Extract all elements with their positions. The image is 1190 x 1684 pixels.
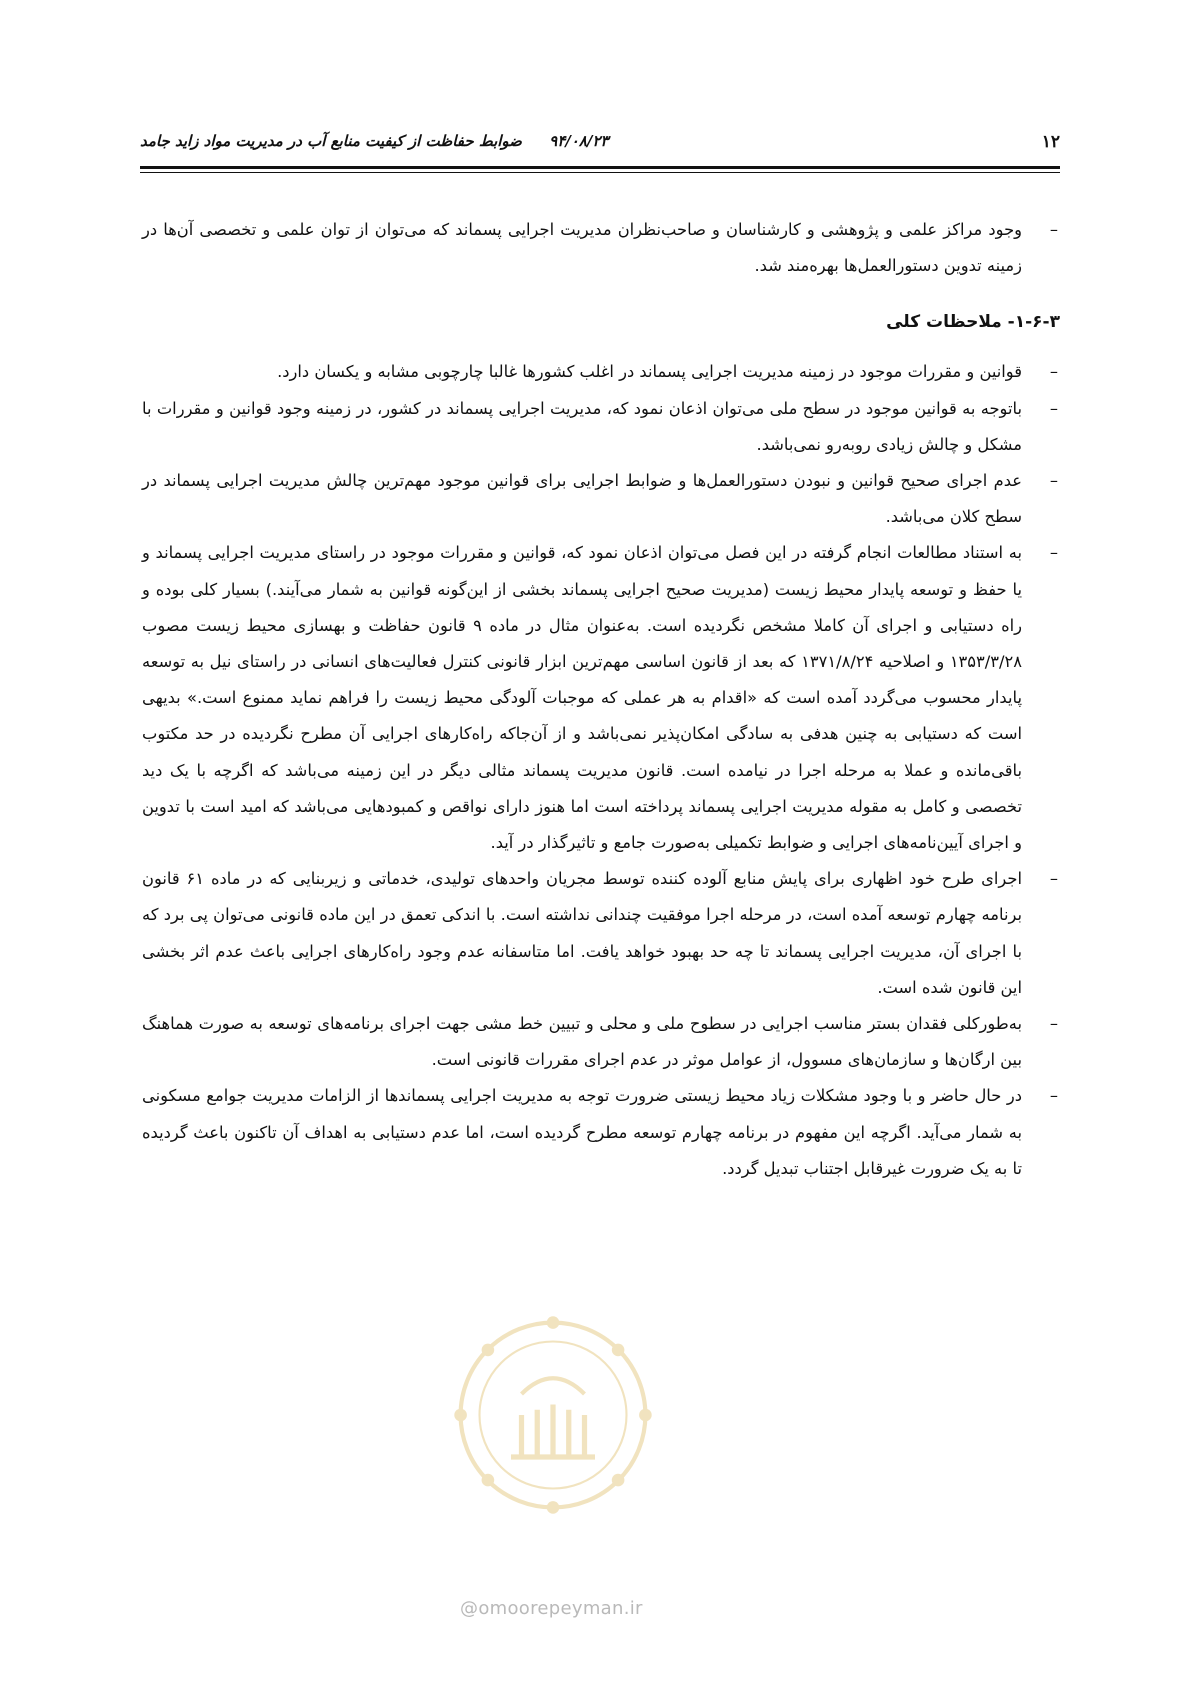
header-date: ۹۴/۰۸/۲۳ [549, 132, 609, 150]
bullet-text: به استناد مطالعات انجام گرفته در این فصل می‌توان اذعان نمود که، قوانین و مقررات موجود در راستای مدیریت اجرایی پسماند و یا حفظ و توسعه پایدار محیط زیست (مدیریت صحیح اجرایی پسماند بخشی از این‌گونه قوانین به شمار می‌آیند.) بسیار کلی بوده و راه دستیابی و اجرای آن کاملا مشخص نگردیده است. به‌عنوان مثال در ماده ۹ قانون حفاظت و بهسازی محیط زیست مصوب ۱۳۵۳/۳/۲۸ و اصلاحیه ۱۳۷۱/۸/۲۴ که بعد از قانون اساسی مهم‌ترین ابزار قانونی کنترل فعالیت‌های انسانی در راستای نیل به توسعه پایدار محسوب می‌گردد آمده است که «اقدام به هر عملی که موجبات آلودگی محیط زیست را فراهم نماید ممنوع است.» بدیهی است که دستیابی به چنین هدفی به سادگی امکان‌پذیر نمی‌باشد و از آن‌جاکه راه‌کارهای اجرایی آن مطرح نگردیده در حد مکتوب باقی‌مانده و عملا به مرحله اجرا در نیامده است. قانون مدیریت پسماند مثالی دیگر در این زمینه می‌باشد که اگرچه با یک دید تخصصی و کامل به مقوله مدیریت اجرایی پسماند پرداخته است اما هنوز دارای نواقص و کمبودهایی می‌باشد که امید است با تدوین و اجرای آیین‌نامه‌های اجرایی و ضوابط تکمیلی به‌صورت جامع و تاثیرگذار در آید. [142, 543, 1022, 853]
list-item [142, 463, 1060, 535]
watermark-site-text: omoorepeyman.ir [478, 1598, 643, 1619]
bullet-text: قوانین و مقررات موجود در زمینه مدیریت اجرایی پسماند در اغلب کشورها غالبا چارچوبی مشابه و یکسان دارد. [277, 362, 1022, 382]
watermark-site [460, 1598, 643, 1619]
bullet-dash: – [1049, 471, 1058, 491]
page-header [140, 128, 1060, 164]
page-number: ۱۲ [1041, 132, 1060, 152]
bullet-dash: – [1049, 398, 1058, 418]
bullet-dash: – [1049, 1086, 1058, 1106]
list-item [142, 1006, 1060, 1078]
bullet-text: عدم اجرای صحیح قوانین و نبودن دستورالعمل‌ها و ضوابط اجرایی برای قوانین موجود مهم‌ترین چالش مدیریت اجرایی پسماند در سطح کلان می‌باشد. [142, 471, 1022, 527]
bullet-text: باتوجه به قوانین موجود در سطح ملی می‌توان اذعان نمود که، مدیریت اجرایی پسماند در کشور، در زمینه وجود قوانین و مقررات با مشکل و چالش زیادی روبه‌رو نمی‌باشد. [142, 398, 1022, 454]
bullet-text: در حال حاضر و با وجود مشکلات زیاد محیط زیستی ضرورت توجه به مدیریت اجرایی پسماندها از الزامات مدیریت جوامع مسکونی به شمار می‌آید. اگرچه این مفهوم در برنامه چهارم توسعه مطرح گردیده است، اما عدم دستیابی به اهداف آن تاکنون باعث گردیده تا به یک ضرورت غیرقابل اجتناب تبدیل گردد. [142, 1086, 1022, 1178]
header-title: ضوابط حفاظت از کیفیت منابع آب در مدیریت مواد زاید جامد [140, 132, 522, 150]
list-item [142, 391, 1060, 463]
bullet-text: اجرای طرح خود اظهاری برای پایش منابع آلوده کننده توسط مجریان واحدهای تولیدی، خدماتی و زیربنایی که در ماده ۶۱ قانون برنامه چهارم توسعه آمده است، در مرحله اجرا موفقیت چندانی نداشته است. با اندکی تعمق در این ماده قانونی می‌توان پی برد که با اجرای آن، مدیریت اجرایی پسماند تا چه حد بهبود خواهد یافت. اما متاسفانه عدم وجود راه‌کارهای اجرایی باعث عدم اثر بخشی این قانون شده است. [142, 869, 1022, 997]
header-rule-thick [140, 166, 1060, 169]
list-item [142, 354, 1060, 390]
header-rule-thin [140, 172, 1060, 173]
list-item [142, 212, 1060, 284]
section-heading: ۱-۶-۳- ملاحظات کلی [886, 312, 1060, 333]
bullet-dash: – [1049, 220, 1058, 239]
bullet-text: به‌طورکلی فقدان بستر مناسب اجرایی در سطوح ملی و محلی و تبیین خط مشی جهت اجرای برنامه‌های توسعه به صورت هماهنگ بین ارگان‌ها و سازمان‌های مسوول، از عوامل موثر در عدم اجرای مقررات قانونی است. [142, 1014, 1022, 1070]
bullet-dash: – [1049, 362, 1058, 382]
bullet-dash: – [1049, 1014, 1058, 1034]
watermark-seal-icon [448, 1310, 658, 1520]
list-item [142, 535, 1060, 861]
list-item [142, 861, 1060, 1006]
bullet-dash: – [1049, 869, 1058, 889]
bullet-dash: – [1049, 543, 1058, 563]
list-item [142, 1078, 1060, 1187]
bullet-text: وجود مراکز علمی و پژوهشی و کارشناسان و صاحب‌نظران مدیریت اجرایی پسماند که می‌توان از توان علمی و تخصصی آن‌ها در زمینه تدوین دستورالعمل‌ها بهره‌مند شد. [142, 220, 1022, 276]
watermark-at-icon: @ [460, 1598, 479, 1619]
page-body [142, 212, 1060, 1187]
running-header [140, 132, 608, 150]
